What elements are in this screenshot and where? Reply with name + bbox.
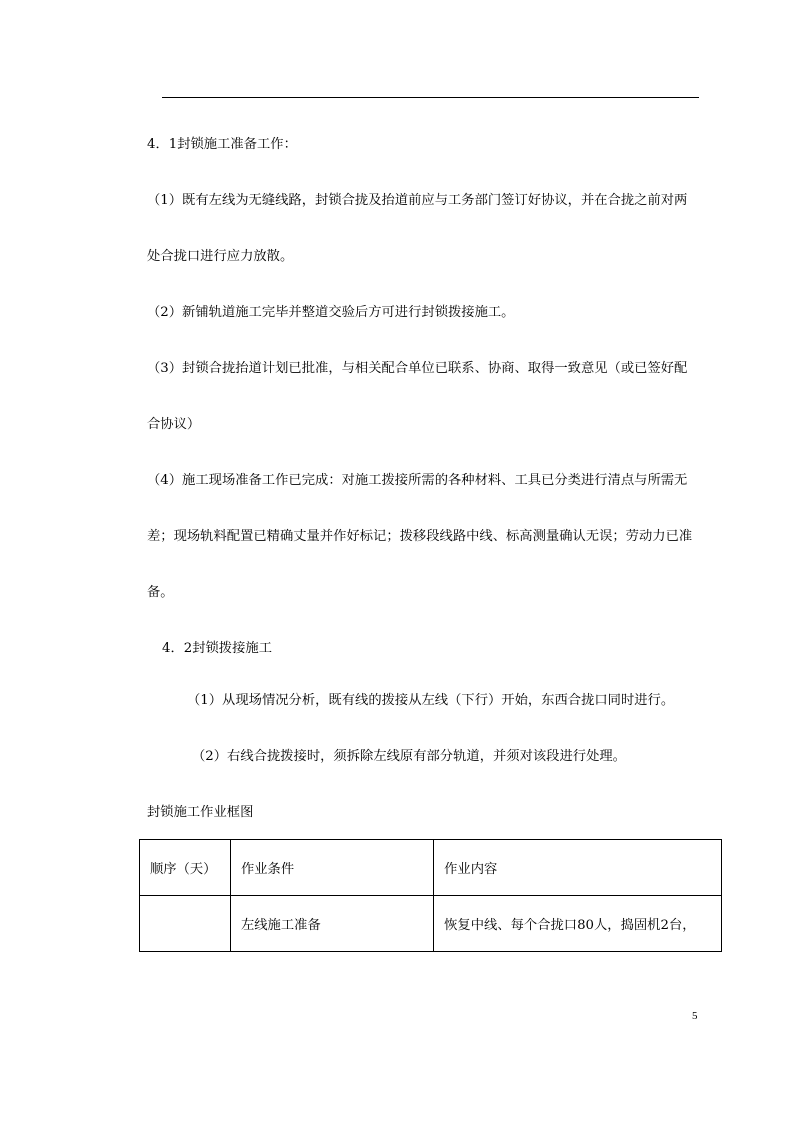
paragraph-4-line-2: 差；现场轨料配置已精确丈量并作好标记；拨移段线路中线、标高测量确认无误；劳动力已准 [147,529,693,544]
section-4-2-item-2: （2）右线合拢拨接时，须拆除左线原有部分轨道，并须对该段进行处理。 [192,749,626,764]
paragraph-4-line-1: （4）施工现场准备工作已完成：对施工拨接所需的各种材料、工具已分类进行清点与所需无 [147,473,688,488]
paragraph-2: （2）新铺轨道施工完毕并整道交验后方可进行封锁拨接施工。 [147,305,515,320]
table-row [140,896,722,952]
construction-work-table [139,839,722,952]
cell-sequence-days [140,896,231,952]
paragraph-3-line-2: 合协议） [147,417,201,432]
table-caption: 封锁施工作业框图 [147,805,254,820]
cell-work-condition: 左线施工准备 [230,896,433,952]
header-work-content: 作业内容 [434,840,722,896]
cell-work-content: 恢复中线、每个合拢口80人，捣固机2台， [434,896,722,952]
section-4-1-heading: 4．1封锁施工准备工作： [147,137,297,152]
table-header-row [140,840,722,896]
header-work-condition: 作业条件 [230,840,433,896]
header-sequence-days: 顺序（天） [140,840,231,896]
paragraph-3-line-1: （3）封锁合拢抬道计划已批准，与相关配合单位已联系、协商、取得一致意见（或已签好配 [147,361,688,376]
page-number: 5 [692,1010,698,1022]
header-rule [162,97,699,98]
section-4-2-item-1: （1）从现场情况分析，既有线的拨接从左线（下行）开始，东西合拢口同时进行。 [187,693,675,708]
paragraph-1-line-2: 处合拢口进行应力放散。 [147,249,294,264]
section-4-2-heading: 4．2封锁拨接施工 [162,641,272,656]
paragraph-4-line-3: 备。 [147,585,174,600]
paragraph-1-line-1: （1）既有左线为无缝线路，封锁合拢及抬道前应与工务部门签订好协议，并在合拢之前对两 [147,193,688,208]
